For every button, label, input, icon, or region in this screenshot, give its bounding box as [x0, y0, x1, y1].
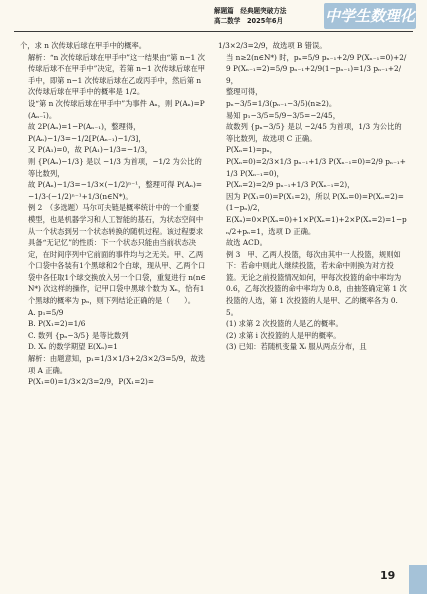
page-number: 19 [380, 569, 396, 582]
formula: P(Xₙ=0)=2/3×1/3 pₙ₋₁+1/3 P(Xₙ₋₁=0)=2/9 pₙ₋₁+1/3 P(Xₙ₋₁=0)， [226, 156, 406, 178]
corner-tab [409, 565, 427, 594]
paragraph: 整理可得， [226, 87, 263, 97]
example-3-problem: 例 3 甲、乙两人投篮，每次由其中一人投篮，规则如下：若命中则此人继续投篮，若未命中则换为对方投篮。无论之前投篮情况如何，甲每次投篮的命中率均为 0.6，乙每次投篮的命中率均为 0.8，由抽签确定第 1 次投篮的人选，第 1 次投篮的人是甲、乙的概率各为 0.5。 [226, 249, 407, 317]
example-2-problem: 例 2 （多选题）马尔可夫链是概率统计中的一个重要模型，也是机器学习和人工智能的基石，为状态空间中从一个状态到另一个状态转换的随机过程。该过程要求具备“无记忆”的性质：下一个状态只能由当前状态决定，在时间序列中它前面的事件均与之无关。甲、乙两个口袋中各装有1个黑球和2个白球，现从甲、乙两个口袋中各任取1个球交换放入另一个口袋，重复进行 n(n∈N*) 次这样的操作，记甲口袋中黑球个数为 Xₙ，恰有1个黑球的概率为 pₙ，则下列结论正确的是（ ）。 [28, 203, 206, 306]
option-a: A. p₁=5/9 [28, 307, 64, 317]
formula: pₙ−3/5=1/3(pₙ₋₁−3/5)(n≥2)。 [226, 98, 337, 108]
answer-line: 故选 ACD。 [226, 238, 267, 248]
option-c: C. 数列 {pₙ−3/5} 是等比数列 [28, 330, 129, 340]
magazine-logo: 中学生数理化 [324, 3, 416, 29]
paragraph: 易知 p₁−3/5=5/9−3/5=−2/45， [226, 110, 340, 120]
question-2: (2) 求第 i 次投篮的人是甲的概率。 [226, 330, 341, 340]
formula: P(Xₙ=2)=2/9 pₙ₋₁+1/3 P(Xₙ₋₁=2)， [226, 180, 355, 190]
header-issue: 高二数学 2025年6月 [214, 17, 284, 25]
header-section-title: 解题篇 经典题突破方法 [214, 7, 287, 15]
paragraph: 故 2P(Aₙ)=1−P(Aₙ₋₁)，整理得， [28, 122, 141, 132]
option-d: D. Xₙ 的数学期望 E(Xₙ)=1 [28, 342, 118, 352]
solution-paragraph: 解析：“n 次传球后球在甲手中”这一结果由“第 n−1 次传球后球不在甲手中”决定，若第 n−1 次传球后球在甲手中，即第 n−1 次传球后球在乙或丙手中，然后第 n 次传球后球在甲手中的概率是 1/2。 [28, 52, 206, 97]
paragraph: 故 P(Aₙ)−1/3=−1/3×(−1/2)ⁿ⁻¹，整理可得 P(Aₙ)=−1/3·(−1/2)ⁿ⁻¹+1/3(n∈N*)。 [28, 180, 203, 201]
paragraph: 因为 P(X₁=0)=P(X₁=2)，所以 P(Xₙ=0)=P(Xₙ=2)=(1−pₙ)/2， [226, 191, 404, 213]
formula: P(Xₙ=1)=pₙ， [226, 145, 277, 155]
paragraph: P(X₁=0)=1/3×2/3=2/9，P(X₁=2)= [28, 377, 154, 387]
formula: P(Aₙ)−1/3=−1/2[P(Aₙ₋₁)−1/3]， [28, 133, 146, 143]
question-3: (3) 已知：若随机变量 Xᵢ 服从两点分布，且 [226, 342, 367, 352]
paragraph: 1/3×2/3=2/9，故选项 B 错误。 [218, 41, 327, 50]
question-1: (1) 求第 2 次投篮的人是乙的概率。 [226, 319, 343, 329]
paragraph: 当 n≥2(n∈N*) 时，pₙ=5/9 pₙ₋₁+2/9 P(Xₙ₋₁=0)+2/9 P(Xₙ₋₁=2)=5/9 pₙ₋₁+2/9(1−pₙ₋₁)=1/3 pₙ₋₁+2/9， [226, 52, 407, 85]
option-b: B. P(X₁=2)=1/6 [28, 319, 86, 329]
paragraph: 又 P(A₁)=0，故 P(A₁)−1/3=−1/3， [28, 145, 153, 155]
left-column [20, 40, 206, 388]
solution-paragraph: 解析：由题意知，p₁=1/3×1/3+2/3×2/3=5/9，故选项 A 正确。 [28, 354, 206, 375]
paragraph: E(Xₙ)=0×P(Xₙ=0)+1×P(Xₙ=1)+2×P(Xₙ=2)=1−pₙ/2+pₙ=1，选项 D 正确。 [226, 214, 407, 236]
paragraph: 个，求 n 次传球后球在甲手中的概率。 [20, 41, 147, 50]
header-info [214, 6, 287, 26]
right-column [218, 40, 408, 353]
paragraph: 设“第 n 次传球后球在甲手中”为事件 Aₙ，则 P(Aₙ)=P(Aₙ₋₁̄)。 [28, 98, 205, 120]
page-header [0, 0, 427, 34]
header-divider [14, 31, 413, 32]
paragraph: 则 {P(Aₙ)−1/3} 是以 −1/3 为首项，−1/2 为公比的等比数列， [28, 156, 202, 178]
paragraph: 故数列 {pₙ−3/5} 是以 −2/45 为首项，1/3 为公比的等比数列，故选项 C 正确。 [226, 122, 402, 143]
